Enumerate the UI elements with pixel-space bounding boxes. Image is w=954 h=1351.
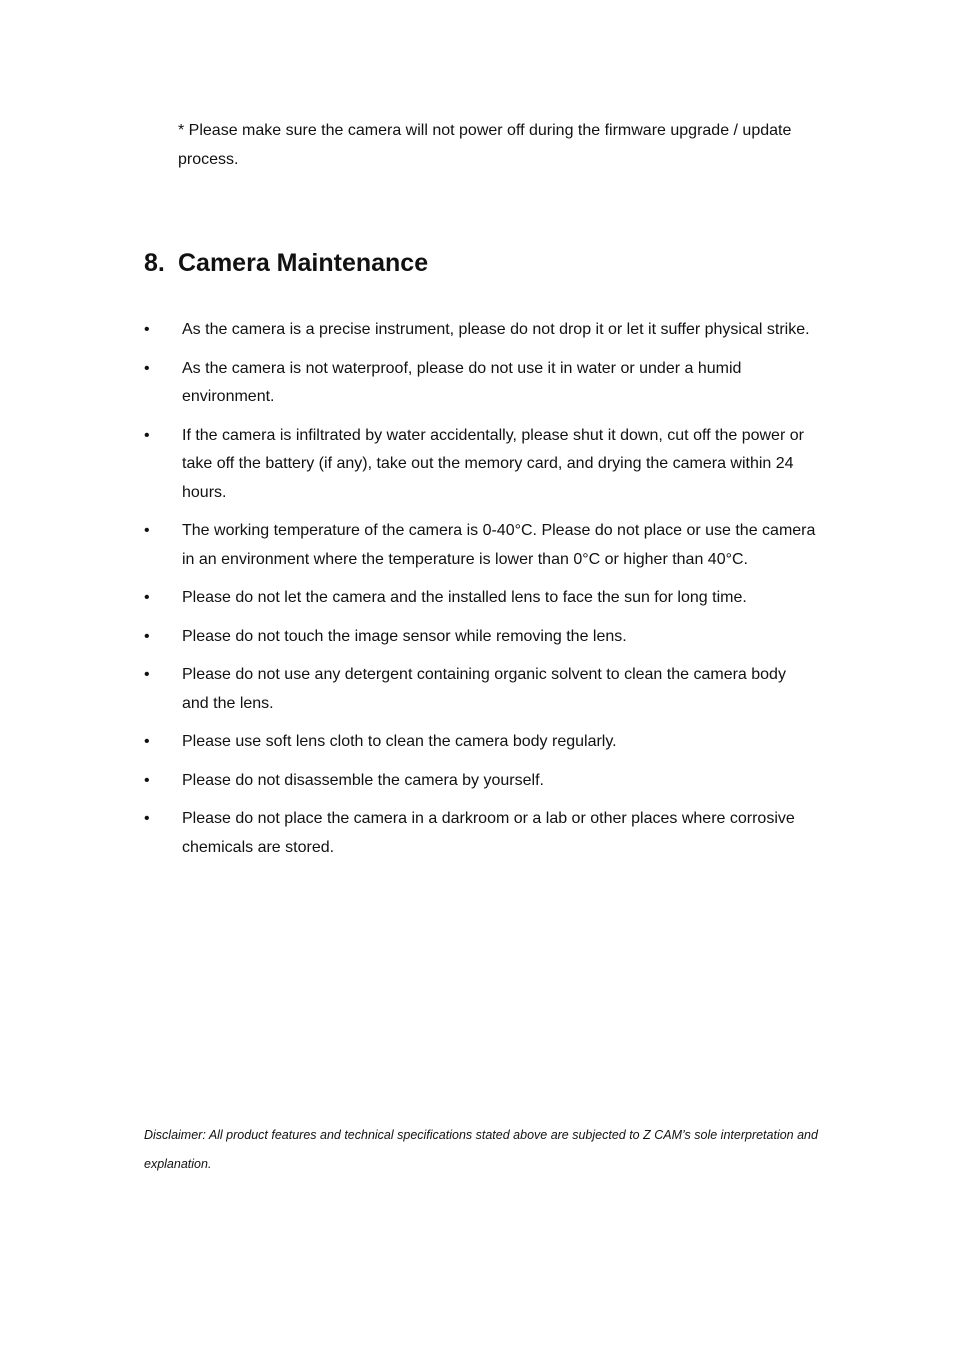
firmware-note: * Please make sure the camera will not power off during the firmware upgrade / update process.: [178, 122, 792, 168]
list-item: [144, 623, 816, 652]
list-item: [144, 584, 816, 613]
list-item-text: Please do not use any detergent containing organic solvent to clean the camera body and the lens.: [182, 666, 786, 712]
list-item-text: Please do not place the camera in a darkroom or a lab or other places where corrosive chemicals are stored.: [182, 810, 795, 856]
bullet-icon: •: [144, 426, 150, 444]
list-item: [144, 422, 816, 508]
maintenance-list: [144, 316, 816, 872]
list-item-text: Please do not let the camera and the installed lens to face the sun for long time.: [182, 589, 747, 606]
bullet-icon: •: [144, 810, 150, 827]
list-item-text: The working temperature of the camera is 0-40°C. Please do not place or use the camera in an environment where the temperature is lower than 0°C or higher than 40°C.: [182, 522, 816, 568]
section-number: 8.: [144, 249, 165, 277]
bullet-icon: •: [144, 666, 150, 683]
list-item: [144, 355, 816, 412]
list-item-text: Please do not disassemble the camera by yourself.: [182, 771, 544, 789]
list-item-text: Please do not touch the image sensor while removing the lens.: [182, 627, 627, 645]
list-item-text: If the camera is infiltrated by water accidentally, please shut it down, cut off the power or take off the battery (if any), take out the memory card, and drying the camera within 24 hours.: [182, 426, 804, 501]
bullet-icon: •: [144, 589, 150, 606]
list-item: [144, 517, 816, 574]
section-heading: [144, 246, 428, 280]
bullet-icon: •: [144, 359, 150, 377]
bullet-icon: •: [144, 627, 150, 645]
bullet-icon: •: [144, 771, 150, 789]
disclaimer-text: Disclaimer: All product features and technical specifications stated above are subjected to Z CAM’s sole interpretation and explanation.: [144, 1128, 818, 1171]
list-item: [144, 805, 816, 862]
list-item-text: Please use soft lens cloth to clean the camera body regularly.: [182, 733, 617, 750]
list-item: [144, 728, 816, 757]
list-item-text: As the camera is not waterproof, please do not use it in water or under a humid environment.: [182, 359, 742, 405]
bullet-icon: •: [144, 522, 150, 539]
bullet-icon: •: [144, 733, 150, 750]
list-item-text: As the camera is a precise instrument, please do not drop it or let it suffer physical strike.: [182, 321, 810, 338]
bullet-icon: •: [144, 321, 150, 338]
section-title: Camera Maintenance: [178, 249, 429, 277]
list-item: [144, 767, 816, 796]
list-item: [144, 661, 816, 718]
list-item: [144, 316, 816, 345]
